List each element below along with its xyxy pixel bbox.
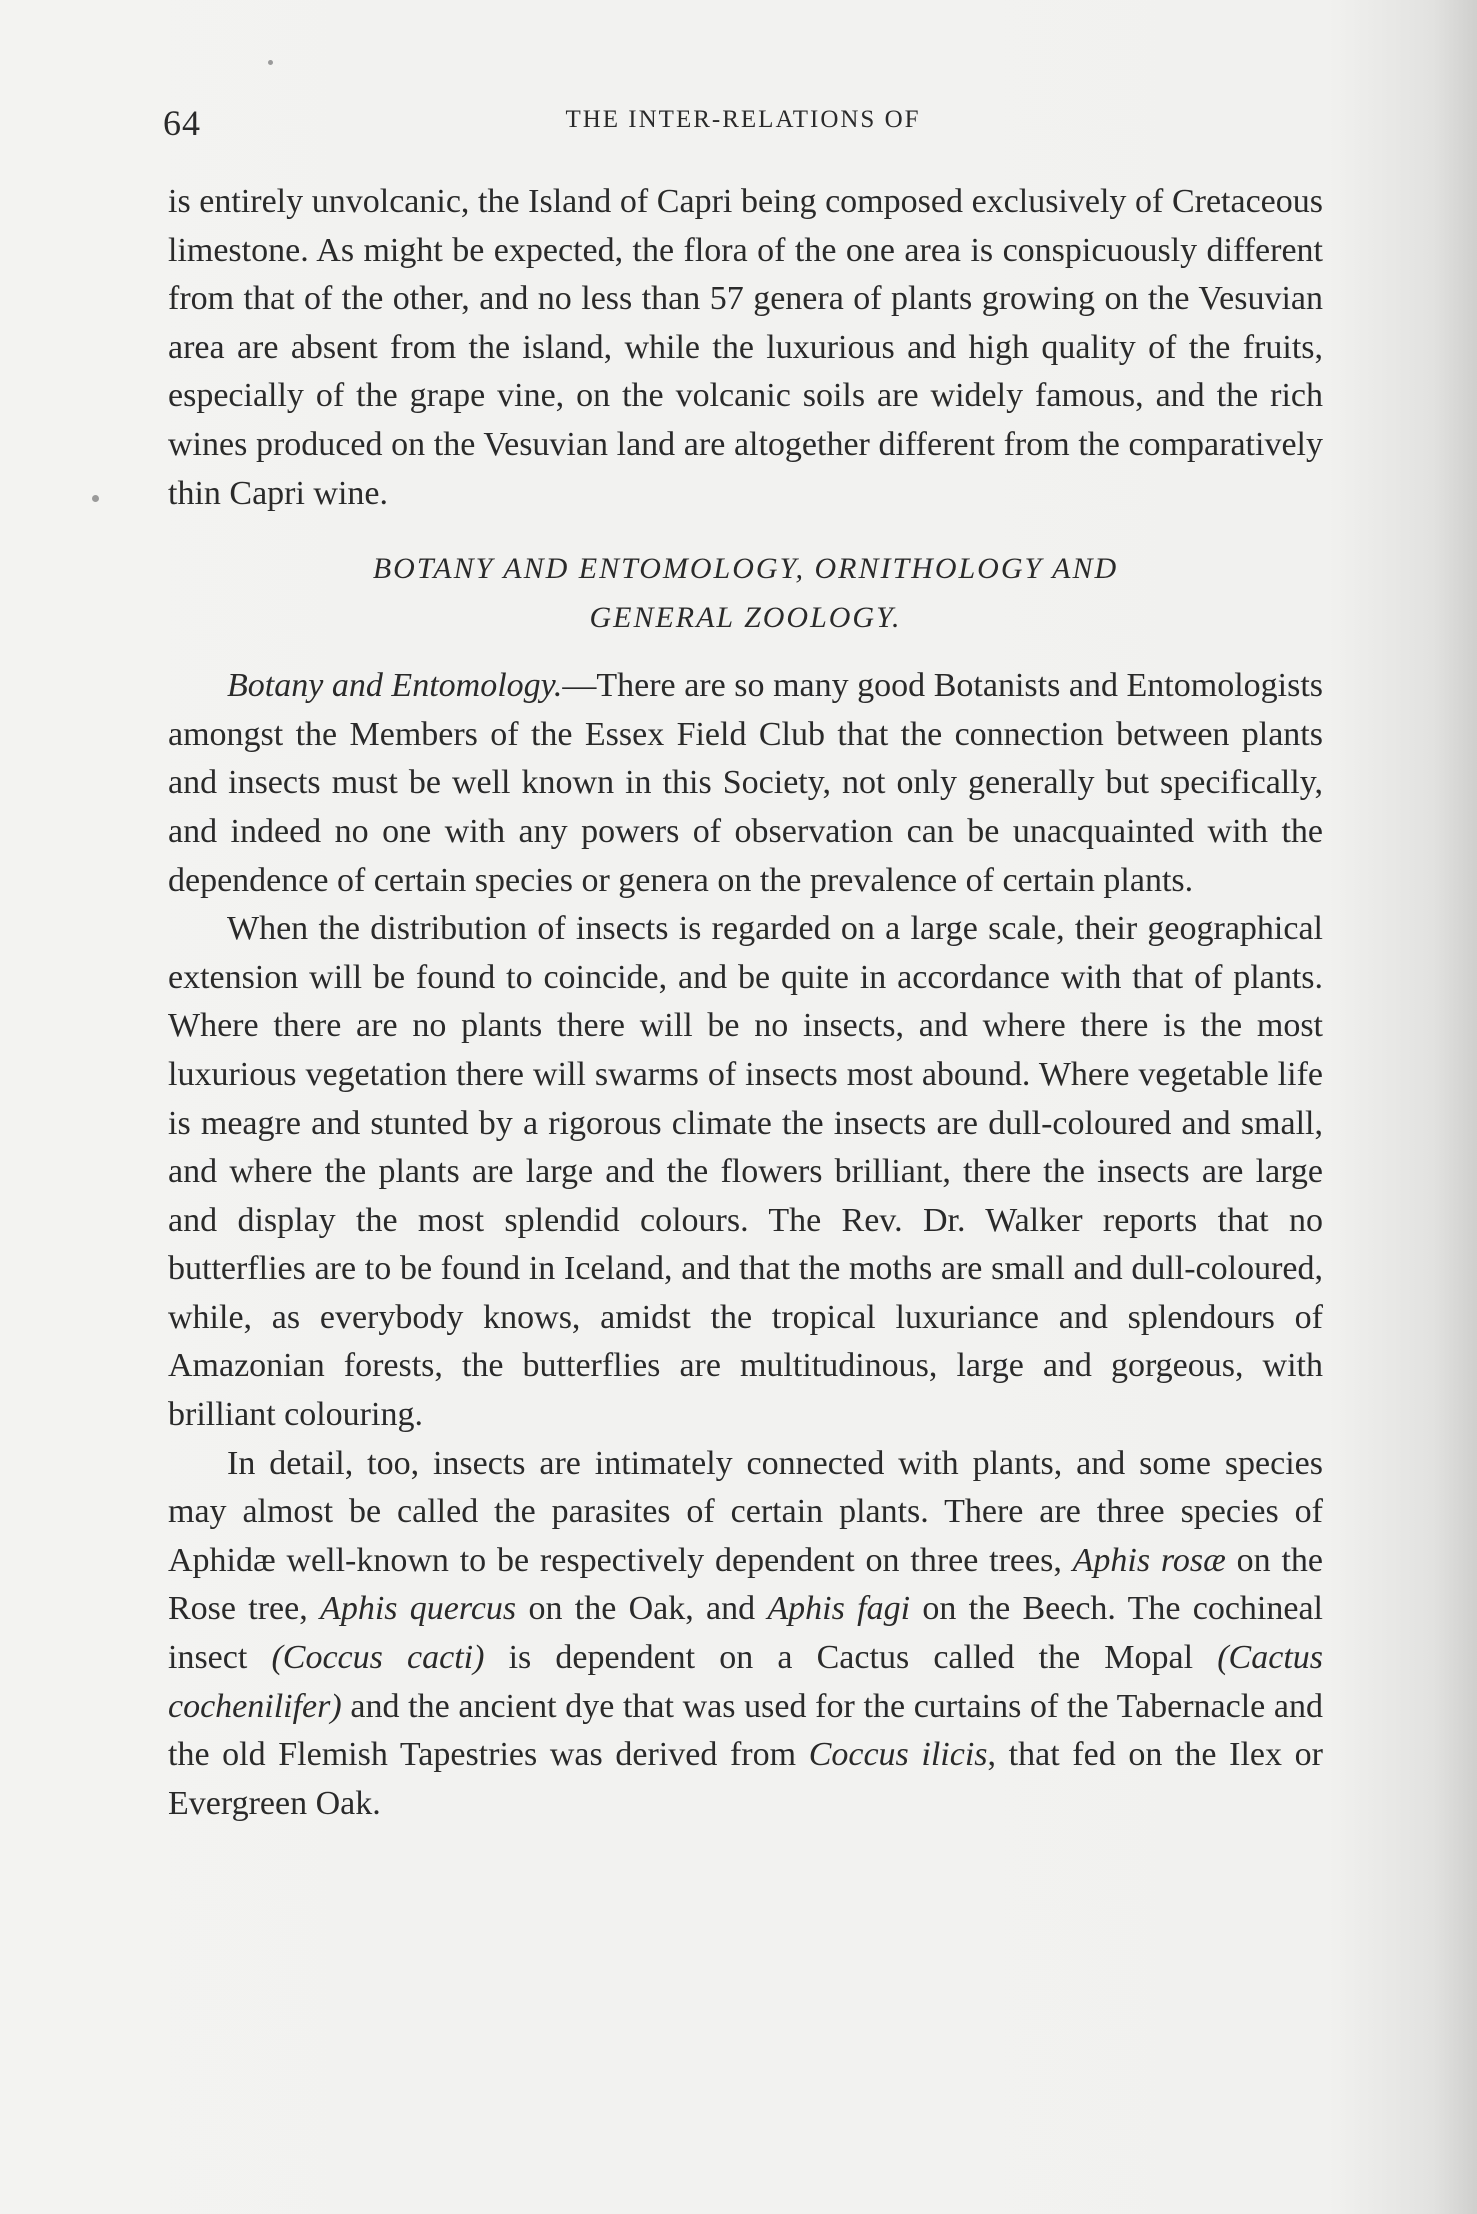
section-heading-line: GENERAL ZOOLOGY. <box>589 601 902 635</box>
paragraph-text: on the Beech. The cochineal insect <box>168 1590 1323 1677</box>
paragraph <box>168 662 1323 905</box>
paper-speck <box>92 495 99 502</box>
section-heading-line: BOTANY AND ENTOMOLOGY, ORNITHOLOGY AND <box>372 552 1119 586</box>
body-text <box>168 178 1323 1828</box>
species-name: Aphis quercus <box>320 1590 517 1628</box>
run-in-heading: Botany and Entomology. <box>227 667 563 705</box>
paper-speck <box>268 60 273 65</box>
paragraph-text: and the ancient dye that was used for the curtains of the Tabernacle and the old Flemish Tapestries was derived from <box>168 1687 1323 1774</box>
paragraph-text: on the Rose tree, <box>168 1541 1323 1628</box>
paragraph-text: In detail, too, insects are intimately connected with plants, and some species may almost be called the parasites of certain plants. There are three species of Aphidæ well-known to be respectively dependent on three trees, <box>168 1444 1323 1579</box>
species-name: Aphis rosæ <box>1072 1541 1226 1579</box>
species-name: Coccus ilicis <box>808 1736 988 1774</box>
paragraph: When the distribution of insects is regarded on a large scale, their geographical extension will be found to coincide, and be quite in accordance with that of plants. Where there are no plants there will be no insects, and where there is the most luxurious vegetation there will swarms of insects most abound. Where vegetable life is meagre and stunted by a rigorous climate the insects are dull-coloured and small, and where the plants are large and the flowers brilliant, there the insects are large and display the most splendid colours. The Rev. Dr. Walker reports that no butterflies are to be found in Iceland, and that the moths are small and dull-coloured, while, as everybody knows, amidst the tropical luxuriance and splendours of Amazonian forests, the butterflies are multitudinous, large and gorgeous, with brilliant colouring. <box>168 910 1323 1434</box>
paragraph <box>168 1440 1323 1829</box>
paragraph-text: —There are so many good Botanists and Entomologists amongst the Members of the Essex Field Club that the connection between plants and insects must be well known in this Society, not only generally but specifically, and indeed no one with any powers of observation can be unacquainted with the dependence of certain species or genera on the prevalence of certain plants. <box>168 667 1323 899</box>
species-name: (Cactus cochenilifer) <box>168 1639 1324 1725</box>
paragraph-text: is dependent on a Cactus called the Mopal <box>484 1639 1218 1677</box>
paragraph-text: , that fed on the Ilex or Evergreen Oak. <box>168 1736 1323 1822</box>
paragraph-text: on the Oak, and <box>516 1590 768 1628</box>
paragraph: is entirely unvolcanic, the Island of Capri being composed exclusively of Cretaceous limestone. As might be expected, the flora of the one area is conspicuously different from that of the other, and no less than 57 genera of plants growing on the Vesuvian area are absent from the island, while the luxurious and high quality of the fruits, especially of the grape vine, on the volcanic soils are widely famous, and the rich wines produced on the Vesuvian land are altogether different from the comparatively thin Capri wine. <box>168 183 1323 512</box>
running-head: THE INTER-RELATIONS OF <box>565 106 921 133</box>
section-heading <box>168 544 1323 642</box>
species-name: Aphis fagi <box>767 1590 911 1628</box>
species-name: (Coccus cacti) <box>271 1639 485 1677</box>
page-number: 64 <box>163 103 201 143</box>
page-header <box>163 102 1323 146</box>
